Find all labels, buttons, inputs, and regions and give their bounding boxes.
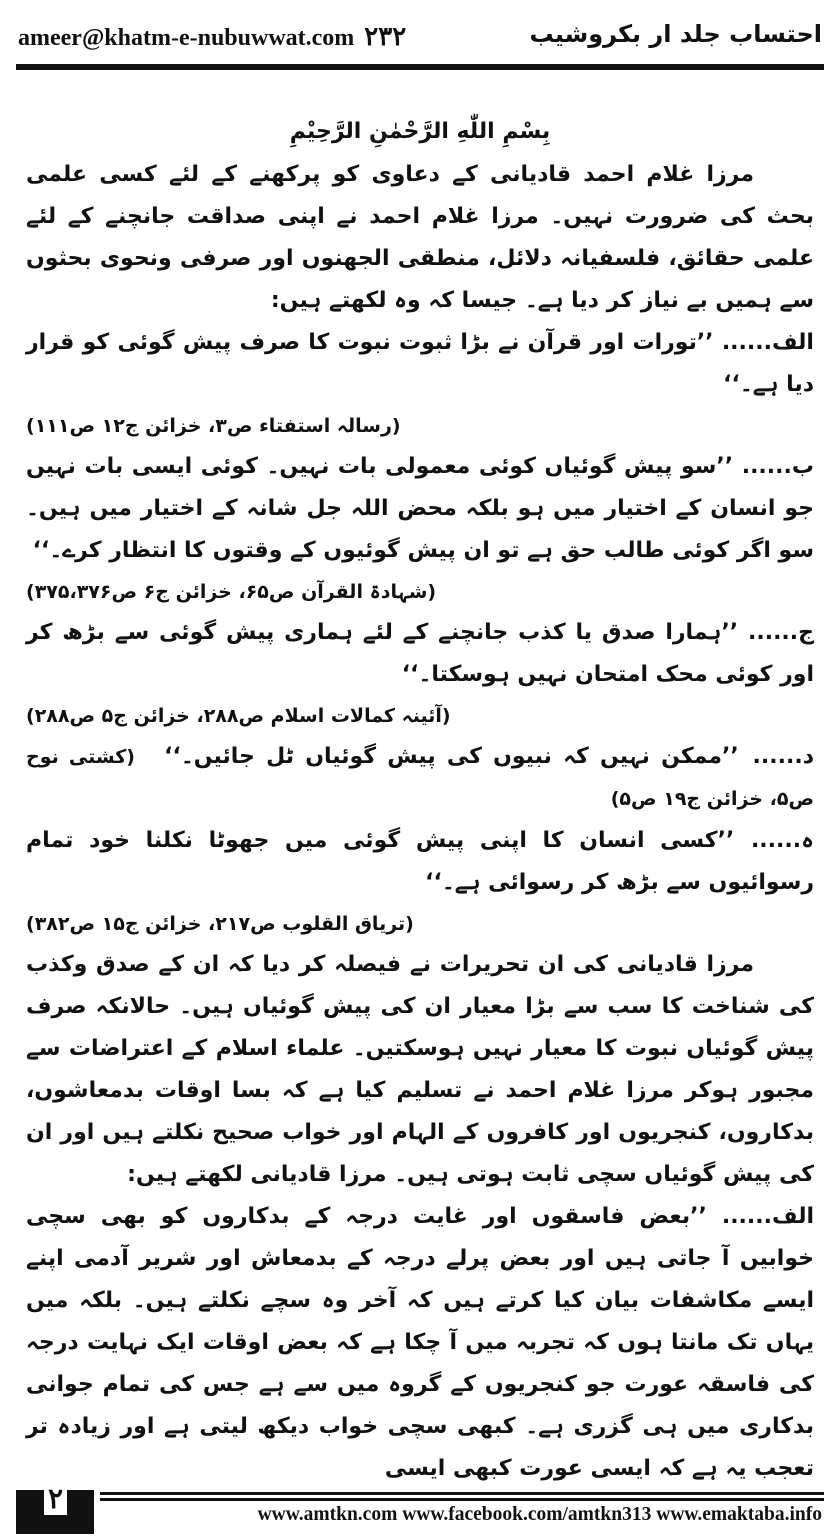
- header-email: ameer@khatm-e-nubuwwat.com: [18, 25, 355, 51]
- quote-alif: [26, 322, 814, 406]
- header-left-group: [18, 22, 406, 52]
- header-page-number: ۲۳۲: [364, 22, 407, 52]
- footer-urls: www.amtkn.com www.facebook.com/amtkn313 www.emaktaba.info: [257, 1504, 822, 1525]
- middle-paragraph: مرزا قادیانی کی ان تحریرات نے فیصلہ کر دیا کہ ان کے صدق وکذب کی شناخت کا سب سے بڑا معیار ان کی پیش گوئیاں ہیں۔ حالانکہ صرف پیش گوئیاں نبوت کا معیار نہیں ہوسکتیں۔ علماء اسلام کے اعتراضات سے مجبور ہوکر مرزا غلام احمد نے تسلیم کیا ہے کہ بسا اوقات بدمعاشوں، بدکاروں، کنجریوں اور کافروں کے الہام اور خواب صحیح نکلتے ہیں اور ان کی پیش گوئیاں سچی ثابت ہوتی ہیں۔ مرزا قادیانی لکھتے ہیں:: [26, 952, 814, 1187]
- footer-divider: [100, 1498, 824, 1501]
- quote-label: د......: [752, 744, 814, 769]
- quote-reference: (رسالہ استفتاء ص۳، خزائن ج۱۲ ص۱۱۱): [26, 415, 401, 437]
- quote-jeem: [26, 612, 814, 696]
- footer-divider: [100, 1492, 824, 1495]
- quote-label: ہ......: [750, 828, 814, 853]
- bismillah: بِسْمِ اللّٰهِ الرَّحْمٰنِ الرَّحِیْمِ: [289, 119, 551, 144]
- quote-reference: (تریاق القلوب ص۲۱۷، خزائن ج۱۵ ص۳۸۲): [26, 913, 414, 935]
- header-divider: [16, 64, 824, 70]
- quote-reference: (کشتی نوح ص۵، خزائن ج۱۹ ص۵): [26, 746, 814, 810]
- quote-bay: [26, 446, 814, 572]
- quote-reference: (شہادۃ القرآن ص۶۵، خزائن ج۶ ص۳۷۵،۳۷۶): [26, 581, 437, 603]
- intro-paragraph: مرزا غلام احمد قادیانی کے دعاوی کو پرکھنے کے لئے کسی علمی بحث کی ضرورت نہیں۔ مرزا غلام احمد نے اپنی صداقت جانچنے کے لئے علمی حقائق، فلسفیانہ دلائل، منطقی الجھنوں اور صرفی ونحوی بحثوں سے ہمیں بے نیاز کر دیا ہے۔ جیسا کہ وہ لکھتے ہیں:: [26, 162, 814, 313]
- quote-label: الف......: [721, 330, 814, 355]
- page-content: [26, 112, 814, 1490]
- quote-text: ’’سو پیش گوئیاں کوئی معمولی بات نہیں۔ کوئی ایسی بات نہیں جو انسان کے اختیار میں ہو بلکہ محض اللہ جل شانہ کے اختیار میں ہیں۔ سو اگر کوئی طالب حق ہے تو ان پیش گوئیوں کے وقتوں کا انتظار کرے۔‘‘: [26, 454, 814, 563]
- quote-daal: [26, 736, 814, 820]
- page-header: [16, 18, 824, 60]
- quote-text: ’’تورات اور قرآن نے بڑا ثبوت نبوت کا صرف پیش گوئی کو قرار دیا ہے۔‘‘: [26, 330, 814, 397]
- footer-page-number: ۲: [44, 1482, 67, 1515]
- quote-text: ’’ہمارا صدق یا کذب جانچنے کے لئے ہماری پیش گوئی سے بڑھ کر اور کوئی محک امتحان نہیں ہوسکتا۔‘‘: [26, 620, 814, 687]
- quote-text: ’’ممکن نہیں کہ نبیوں کی پیش گوئیاں ٹل جائیں۔‘‘: [164, 744, 739, 769]
- quote-label: ب......: [741, 454, 814, 479]
- quote-hay: [26, 820, 814, 904]
- quote-label: ج......: [748, 620, 814, 645]
- book-title: احتساب جلد ار بکروشیب: [529, 20, 822, 48]
- quote-final: [26, 1196, 814, 1490]
- quote-text: ’’بعض فاسقوں اور غایت درجہ کے بدکاروں کو بھی سچی خوابیں آ جاتی ہیں اور بعض پرلے درجہ کے بدمعاش اور شریر آدمی اپنے ایسے مکاشفات بیان کیا کرتے ہیں کہ آخر وہ سچے نکلتے ہیں۔ بلکہ میں یہاں تک مانتا ہوں کہ تجربہ میں آ چکا ہے کہ بعض اوقات ایک نہایت درجہ کی فاسقہ عورت جو کنجریوں کے گروہ میں سے ہے جس کی تمام جوانی بدکاری میں ہی گزری ہے۔ کبھی سچی خواب دیکھ لیتی ہے اور زیادہ تر تعجب یہ ہے کہ ایسی عورت کبھی ایسی: [26, 1204, 814, 1481]
- quote-text: ’’کسی انسان کا اپنی پیش گوئی میں جھوٹا نکلنا خود تمام رسوائیوں سے بڑھ کر رسوائی ہے۔‘‘: [26, 828, 814, 895]
- quote-reference: (آئینہ کمالات اسلام ص۲۸۸، خزائن ج۵ ص۲۸۸): [26, 705, 451, 727]
- quote-label: الف......: [721, 1204, 814, 1229]
